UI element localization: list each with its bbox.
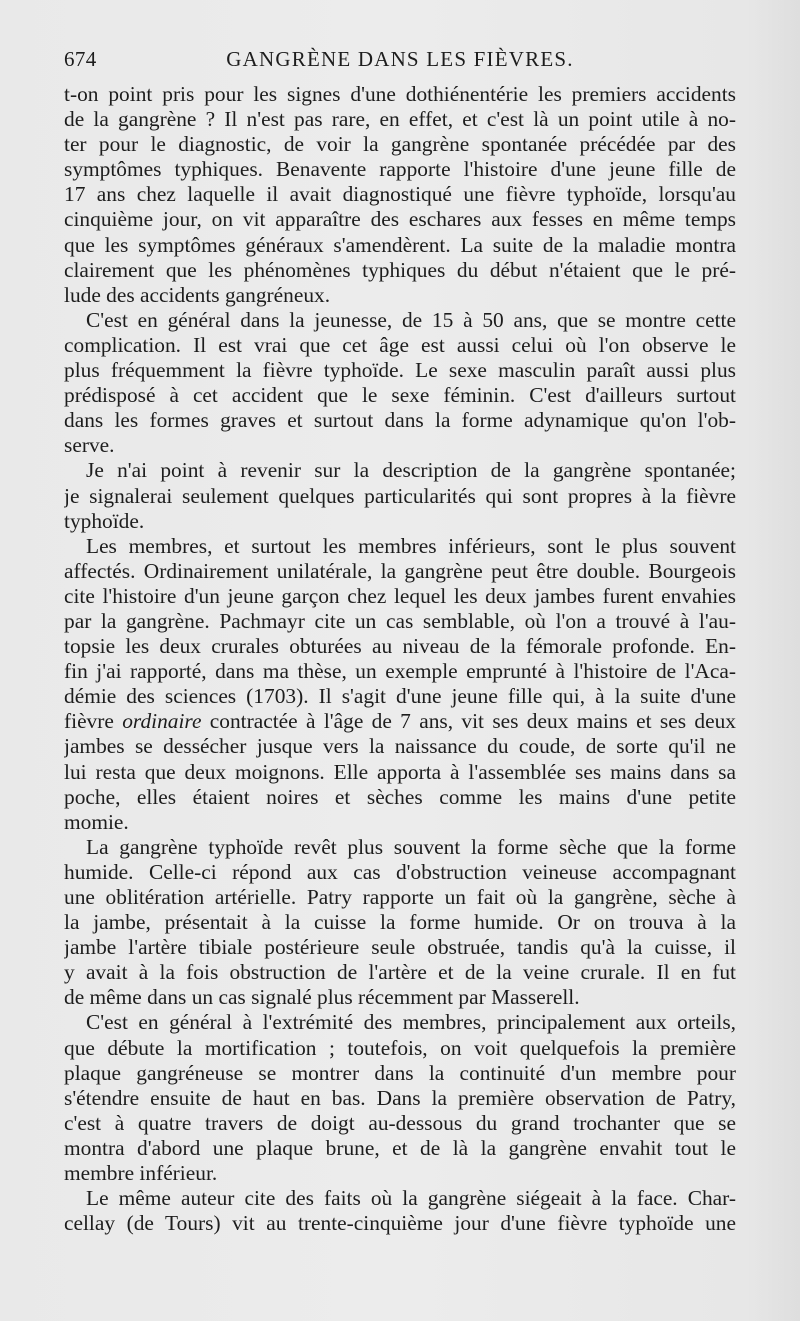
text-line: typhoïde. xyxy=(64,508,145,533)
body-text xyxy=(64,82,736,1236)
text-line: par la gangrène. Pachmayr cite un cas semblable, où l'on a trouvé à l'au- xyxy=(64,608,736,633)
text-line: de la gangrène ? Il n'est pas rare, en effet, et c'est là un point utile à no- xyxy=(64,107,736,132)
text-line: lui resta que deux moignons. Elle apporta à l'assemblée ses mains dans sa xyxy=(64,759,736,784)
text-line: membre inférieur. xyxy=(64,1161,218,1186)
text-line: montra d'abord une plaque brune, et de là la gangrène envahit tout le xyxy=(64,1135,736,1160)
text-line: la jambe, présentait à la cuisse la forme humide. Or on trouva à la xyxy=(64,910,736,935)
text-line: dans les formes graves et surtout dans la forme adynamique qu'on l'ob- xyxy=(64,408,736,433)
text-line: t-on point pris pour les signes d'une dothiénentérie les premiers accidents xyxy=(64,82,736,106)
text-line: que les symptômes généraux s'amendèrent. La suite de la maladie montra xyxy=(64,232,736,257)
text-line: jambes se dessécher jusque vers la naissance du coude, de sorte qu'il ne xyxy=(64,734,736,759)
text-line: La gangrène typhoïde revêt plus souvent la forme sèche que la forme xyxy=(86,834,736,859)
text-line: c'est à quatre travers de doigt au-dessous du grand trochanter que se xyxy=(64,1110,736,1135)
text-line: Les membres, et surtout les membres inférieurs, sont le plus souvent xyxy=(86,533,736,558)
text-line: une oblitération artérielle. Patry rapporte un fait où la gangrène, sèche à xyxy=(64,885,736,909)
text-line: Je n'ai point à revenir sur la description de la gangrène spontanée; xyxy=(86,458,736,483)
text-line: je signalerai seulement quelques particularités qui sont propres à la fièvre xyxy=(64,483,736,508)
text-line: 17 ans chez laquelle il avait diagnostiqué une fièvre typhoïde, lorsqu'au xyxy=(64,182,736,207)
text-line: C'est en général à l'extrémité des membres, principalement aux orteils, xyxy=(86,1010,736,1035)
text-line: y avait à la fois obstruction de l'artère et de la veine crurale. Il en fut xyxy=(64,960,736,985)
text-line: serve. xyxy=(64,433,115,458)
text-line: clairement que les phénomènes typhiques du début n'étaient que le pré- xyxy=(64,257,736,282)
text-line: cite l'histoire d'un jeune garçon chez lequel les deux jambes furent envahies xyxy=(64,583,736,608)
text-line: Le même auteur cite des faits où la gangrène siégeait à la face. Char- xyxy=(86,1186,736,1211)
text-line: topsie les deux crurales obturées au niveau de la fémorale profonde. En- xyxy=(64,634,736,659)
italic-word: ordinaire xyxy=(122,709,202,734)
text-line: de même dans un cas signalé plus récemment par Masserell. xyxy=(64,985,580,1010)
text-line: symptômes typhiques. Benavente rapporte l'histoire d'une jeune fille de xyxy=(64,157,736,182)
text-line: lude des accidents gangréneux. xyxy=(64,282,331,307)
text-line: ter pour le diagnostic, de voir la gangrène spontanée précédée par des xyxy=(64,132,736,157)
text-line: que débute la mortification ; toutefois, on voit quelquefois la première xyxy=(64,1035,736,1060)
text-line: prédisposé à cet accident que le sexe féminin. C'est d'ailleurs surtout xyxy=(64,383,736,408)
text-line: momie. xyxy=(64,809,129,834)
text-line: poche, elles étaient noires et sèches comme les mains d'une petite xyxy=(64,784,736,809)
text-line: plus fréquemment la fièvre typhoïde. Le sexe masculin paraît aussi plus xyxy=(64,358,736,383)
text-segment: contractée à l'âge de 7 ans, vit ses deux mains et ses deux xyxy=(201,709,736,734)
text-line: démie des sciences (1703). Il s'agit d'une jeune fille qui, à la suite d'une xyxy=(64,684,736,709)
running-header xyxy=(64,47,736,79)
text-line: affectés. Ordinairement unilatérale, la gangrène peut être double. Bourgeois xyxy=(64,558,736,583)
text-segment: fièvre xyxy=(64,709,123,734)
running-title: GANGRÈNE DANS LES FIÈVRES. xyxy=(226,47,574,71)
page-number: 674 xyxy=(64,47,97,71)
text-line: s'étendre ensuite de haut en bas. Dans la première observation de Patry, xyxy=(64,1085,736,1110)
page-gutter-shadow xyxy=(748,0,800,1321)
text-line xyxy=(64,709,736,734)
text-line: cellay (de Tours) vit au trente-cinquième jour d'une fièvre typhoïde une xyxy=(64,1211,736,1236)
text-line: fin j'ai rapporté, dans ma thèse, un exemple emprunté à l'histoire de l'Aca- xyxy=(64,659,736,684)
text-line: cinquième jour, on vit apparaître des eschares aux fesses en même temps xyxy=(64,207,736,232)
text-line: jambe l'artère tibiale postérieure seule obstruée, tandis qu'à la cuisse, il xyxy=(64,935,736,960)
text-line: complication. Il est vrai que cet âge est aussi celui où l'on observe le xyxy=(64,332,736,357)
text-line: plaque gangréneuse se montrer dans la continuité d'un membre pour xyxy=(64,1060,736,1085)
text-line: humide. Celle-ci répond aux cas d'obstruction veineuse accompagnant xyxy=(64,859,736,884)
text-line: C'est en général dans la jeunesse, de 15 à 50 ans, que se montre cette xyxy=(86,307,736,332)
